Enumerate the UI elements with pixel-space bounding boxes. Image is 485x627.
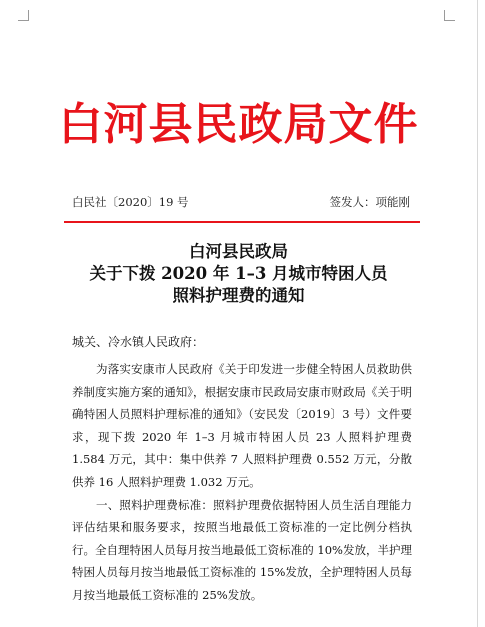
red-separator-rule <box>64 221 420 223</box>
title-line-issuer: 白河县民政局 <box>189 242 288 261</box>
page-edge-divider <box>477 0 478 627</box>
signer-label: 签发人： <box>329 195 376 209</box>
signer-name: 项能刚 <box>375 195 410 209</box>
title-line-topic: 照料护理费的通知 <box>172 286 305 305</box>
document-number: 白民社〔2020〕19 号 <box>72 195 189 209</box>
signer <box>330 194 411 210</box>
document-header: 白河县民政局文件 <box>58 99 419 150</box>
recipient-line: 城关、冷水镇人民政府： <box>72 335 205 349</box>
document-body <box>72 358 412 607</box>
document-title <box>0 241 477 307</box>
crop-mark-top-left <box>18 10 29 21</box>
title-line-subject: 关于下拨 2020 年 1–3 月城市特困人员 <box>89 264 388 283</box>
crop-mark-top-right <box>444 10 455 21</box>
body-paragraph: 为落实安康市人民政府《关于印发进一步健全特困人员救助供养制度实施方案的通知》，根据安康市民政局安康市财政局《关于明确特困人员照料护理标准的通知》（安民发〔2019〕3 号）文件要求，现下拨 2020 年 1–3 月城市特困人员 23 人照料护理费 1.584 万元，其中：集中供养 7 人照料护理费 0.552 万元，分散供养 16 人照料护理费 1.032 万元。 <box>72 362 412 489</box>
body-paragraph: 一、照料护理费标准：照料护理费依据特困人员生活自理能力评估结果和服务要求，按照当地最低工资标准的一定比例分档执行。全自理特困人员每月按当地最低工资标准的 10%发放，半护理特困人员每月按当地最低工资标准的 15%发放，全护理特困人员每月按当地最低工资标准的 25%发放。 <box>72 497 412 602</box>
